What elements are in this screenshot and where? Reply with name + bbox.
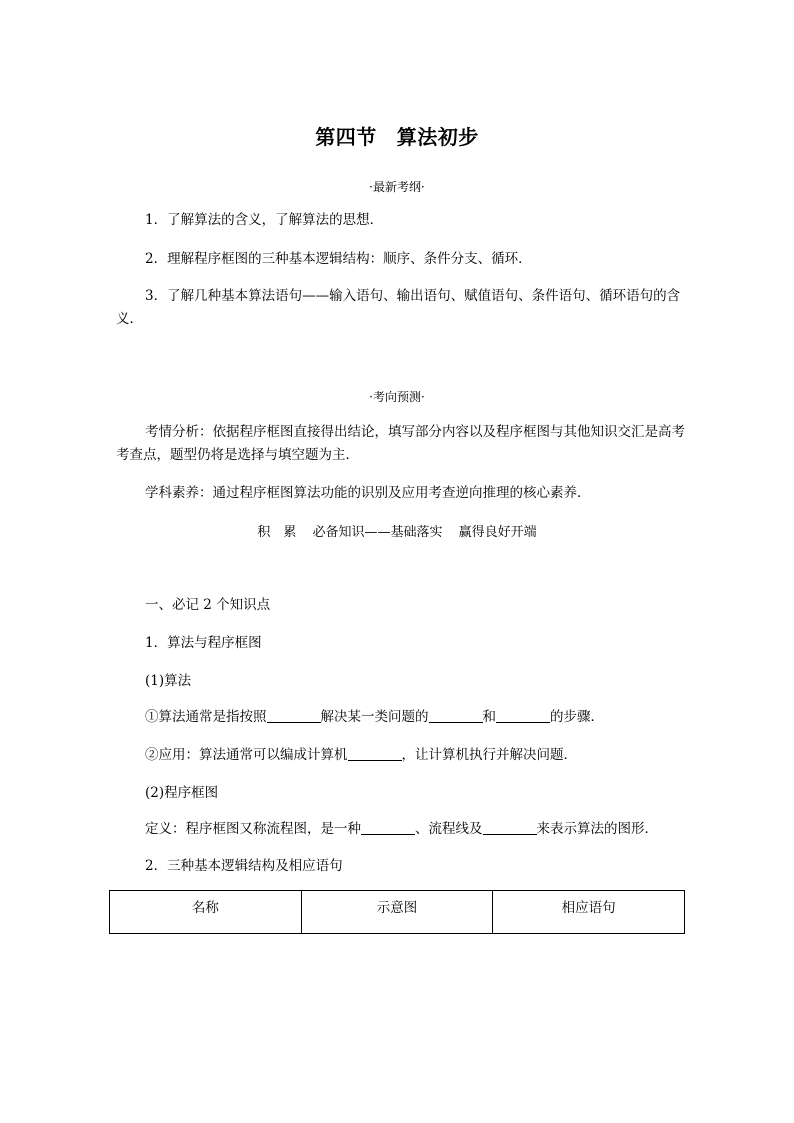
accumulate-slogan-2: 赢得良好开端 (458, 525, 537, 540)
forecast-literacy: 学科素养：通过程序框图算法功能的识别及应用考查逆向推理的核心素养． (145, 485, 591, 501)
algorithm-application: ②应用：算法通常可以编成计算机 ，让计算机执行并解决问题． (145, 747, 577, 763)
flowchart-heading: (2)程序框图 (145, 785, 219, 801)
table-header-row (110, 891, 685, 934)
forecast-analysis: 考情分析：依据程序框图直接得出结论，填写部分内容以及程序框图与其他知识交汇是高考考查点，题型仍将是选择与填空题为主． (116, 424, 685, 463)
fill-blank (429, 708, 483, 723)
title-topic: 算法初步 (396, 125, 479, 149)
fill-blank (496, 708, 550, 723)
syllabus-item-2: 2．理解程序框图的三种基本逻辑结构：顺序、条件分支、循环． (145, 251, 532, 267)
flowchart-definition: 定义：程序框图又称流程图，是一种 、流程线及 来表示算法的图形． (145, 821, 658, 837)
syllabus-item-1: 1．了解算法的含义，了解算法的思想． (145, 212, 384, 228)
knowledge-heading: 一、必记 2 个知识点 (145, 597, 271, 613)
fill-blank (361, 820, 415, 835)
title-section-number: 第四节 (315, 125, 377, 149)
syllabus-item-3: 3．了解几种基本算法语句——输入语句、输出语句、赋值语句、条件语句、循环语句的含义． (116, 288, 681, 327)
fill-blank (348, 746, 402, 761)
forecast-heading: ·考向预测· (369, 390, 425, 404)
fill-blank (267, 708, 321, 723)
accumulate-label: 积 累 (257, 525, 297, 540)
algorithm-heading: (1)算法 (145, 673, 192, 689)
accumulate-slogan-1: 必备知识——基础落实 (312, 525, 443, 540)
syllabus-heading: ·最新考纲· (369, 180, 425, 194)
table-header-name: 名称 (110, 891, 302, 934)
structure-table (109, 890, 685, 934)
accumulate-banner (0, 521, 794, 540)
table-header-statement: 相应语句 (493, 891, 685, 934)
subsection-logic-structures: 2．三种基本逻辑结构及相应语句 (145, 858, 343, 874)
table-header-diagram: 示意图 (301, 891, 493, 934)
page-title (0, 121, 794, 150)
fill-blank (483, 820, 537, 835)
algorithm-definition: ①算法通常是指按照 解决某一类问题的 和 的步骤． (145, 709, 604, 725)
subsection-algorithm-flowchart: 1．算法与程序框图 (145, 635, 262, 651)
